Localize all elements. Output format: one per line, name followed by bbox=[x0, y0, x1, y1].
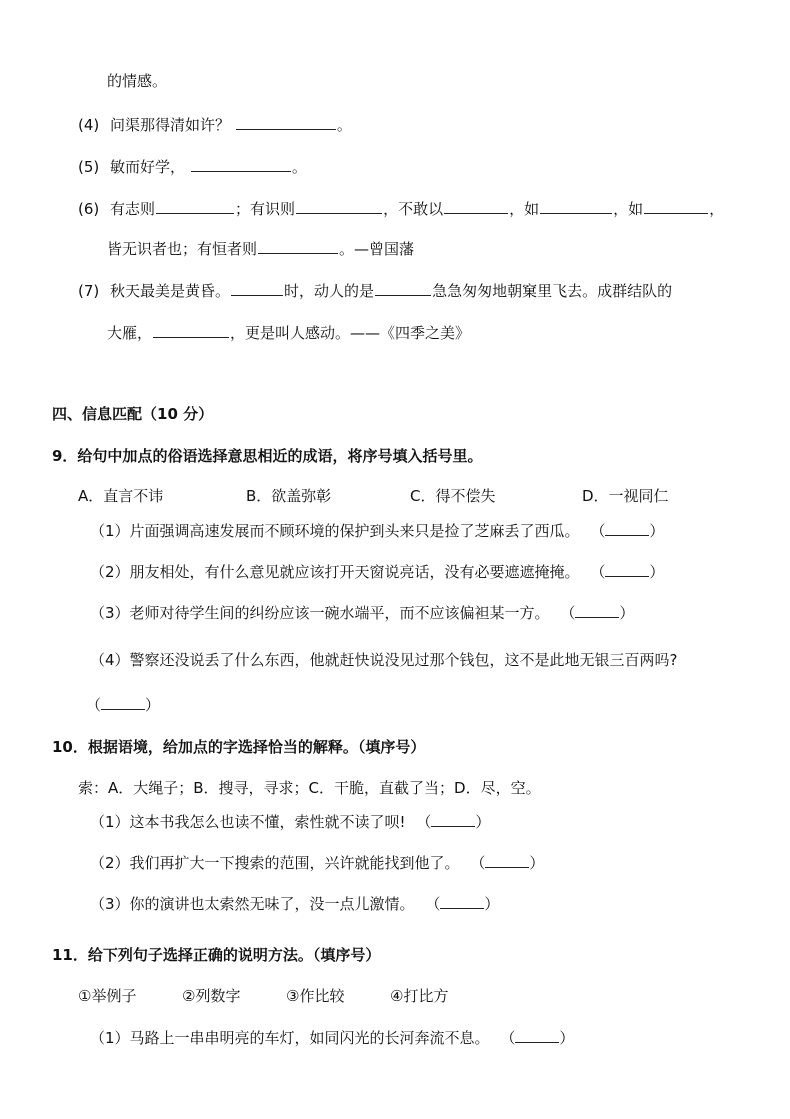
q8-item6 bbox=[78, 198, 724, 219]
q8-item7 bbox=[78, 280, 672, 301]
method-option-1: ①举例子 bbox=[78, 987, 137, 1005]
option-b: B．欲盖弥彰 bbox=[246, 487, 332, 505]
answer-blank[interactable] bbox=[605, 520, 649, 536]
item-text: 时，动人的是 bbox=[284, 282, 375, 300]
q9-item bbox=[90, 561, 664, 582]
question-9-title: 9．给句中加点的俗语选择意思相近的成语，将序号填入括号里。 bbox=[52, 447, 483, 465]
q8-item4 bbox=[78, 114, 352, 135]
paren-open: （ bbox=[470, 854, 486, 872]
answer-blank[interactable] bbox=[540, 198, 612, 214]
method-option-2: ②列数字 bbox=[182, 987, 241, 1005]
item-text: （2）我们再扩大一下搜索的范围，兴许就能找到他了。 bbox=[90, 854, 460, 872]
answer-blank[interactable] bbox=[444, 198, 508, 214]
paren-open: （ bbox=[560, 604, 576, 622]
method-option-4: ④打比方 bbox=[390, 987, 449, 1005]
paren-close: ） bbox=[559, 1029, 575, 1047]
item-text: （1）片面强调高速发展而不顾环境的保护到头来只是捡了芝麻丢了西瓜。 bbox=[90, 522, 580, 540]
q10-item bbox=[90, 811, 490, 832]
answer-blank[interactable] bbox=[485, 852, 529, 868]
option-d: D．一视同仁 bbox=[582, 487, 669, 505]
answer-blank[interactable] bbox=[375, 280, 431, 296]
item-text: （4）警察还没说丢了什么东西，他就赶快说没见过那个钱包，这不是此地无银三百两吗? bbox=[90, 651, 678, 669]
answer-blank[interactable] bbox=[515, 1027, 559, 1043]
q9-item4-answer bbox=[86, 694, 160, 715]
q9-item bbox=[90, 650, 678, 670]
answer-paren[interactable] bbox=[500, 1027, 574, 1048]
q8-item7-line2 bbox=[107, 322, 470, 343]
answer-paren[interactable] bbox=[590, 561, 664, 582]
item-end: 。 bbox=[336, 116, 352, 134]
item-text: ， bbox=[709, 200, 725, 218]
item-text: （3）老师对待学生间的纠纷应该一碗水端平，而不应该偏袒某一方。 bbox=[90, 604, 550, 622]
paren-open: （ bbox=[86, 696, 102, 714]
item-text: ，更是叫人感动。——《四季之美》 bbox=[230, 324, 471, 342]
answer-blank[interactable] bbox=[156, 198, 234, 214]
q10-item bbox=[90, 852, 544, 873]
item-text: ；有识则 bbox=[235, 200, 296, 218]
paren-open: （ bbox=[500, 1029, 516, 1047]
answer-blank[interactable] bbox=[231, 280, 283, 296]
paren-close: ） bbox=[649, 563, 665, 581]
question-10-title: 10．根据语境，给加点的字选择恰当的解释。（填序号） bbox=[52, 738, 426, 756]
answer-paren[interactable] bbox=[86, 694, 160, 715]
item-text: （3）你的演讲也太索然无味了，没一点儿激情。 bbox=[90, 895, 415, 913]
answer-blank[interactable] bbox=[431, 811, 475, 827]
item-number: (4) bbox=[78, 116, 100, 134]
answer-paren[interactable] bbox=[416, 811, 490, 832]
paren-close: ） bbox=[145, 696, 161, 714]
item-text: 问渠那得清如许？ bbox=[110, 116, 231, 134]
paren-open: （ bbox=[590, 522, 606, 540]
item-number: (7) bbox=[78, 282, 100, 300]
q8-item6-line2 bbox=[107, 238, 414, 259]
option-a: A．直言不讳 bbox=[78, 487, 164, 505]
answer-paren[interactable] bbox=[590, 520, 664, 541]
answer-blank[interactable] bbox=[236, 114, 336, 130]
item-text: ，如 bbox=[613, 200, 644, 218]
answer-paren[interactable] bbox=[560, 602, 634, 623]
q8-item3-tail: 的情感。 bbox=[107, 72, 168, 90]
paren-close: ） bbox=[619, 604, 635, 622]
answer-paren[interactable] bbox=[470, 852, 544, 873]
paren-open: （ bbox=[425, 895, 441, 913]
answer-blank[interactable] bbox=[296, 198, 382, 214]
item-text: ，不敢以 bbox=[383, 200, 444, 218]
q10-definitions: 索：A．大绳子；B．搜寻，寻求；C．干脆，直截了当；D．尽，空。 bbox=[78, 779, 541, 797]
answer-blank[interactable] bbox=[191, 156, 291, 172]
item-text: （2）朋友相处，有什么意见就应该打开天窗说亮话，没有必要遮遮掩掩。 bbox=[90, 563, 580, 581]
answer-blank[interactable] bbox=[153, 322, 229, 338]
item-text: 急急匆匆地朝窠里飞去。成群结队的 bbox=[432, 282, 673, 300]
item-text: 。—曾国藩 bbox=[339, 240, 415, 258]
paren-open: （ bbox=[590, 563, 606, 581]
item-number: (5) bbox=[78, 158, 100, 176]
answer-blank[interactable] bbox=[644, 198, 708, 214]
answer-paren[interactable] bbox=[425, 893, 499, 914]
answer-blank[interactable] bbox=[101, 694, 145, 710]
question-11-title: 11．给下列句子选择正确的说明方法。（填序号） bbox=[52, 946, 381, 964]
q10-item bbox=[90, 893, 499, 914]
answer-blank[interactable] bbox=[258, 238, 338, 254]
q9-item bbox=[90, 602, 634, 623]
item-text: ，如 bbox=[509, 200, 540, 218]
answer-blank[interactable] bbox=[440, 893, 484, 909]
item-text: （1）马路上一串串明亮的车灯，如同闪光的长河奔流不息。 bbox=[90, 1029, 490, 1047]
item-end: 。 bbox=[291, 158, 307, 176]
answer-blank[interactable] bbox=[575, 602, 619, 618]
answer-blank[interactable] bbox=[605, 561, 649, 577]
paren-close: ） bbox=[649, 522, 665, 540]
item-number: (6) bbox=[78, 200, 100, 218]
item-text: 敏而好学， bbox=[110, 158, 186, 176]
paren-open: （ bbox=[416, 813, 432, 831]
item-text: （1）这本书我怎么也读不懂，索性就不读了呗! bbox=[90, 813, 406, 831]
item-text: 大雁， bbox=[107, 324, 153, 342]
option-c: C．得不偿失 bbox=[410, 487, 496, 505]
item-text: 有志则 bbox=[110, 200, 156, 218]
q8-item5 bbox=[78, 156, 307, 177]
section-title: 四、信息匹配（10 分） bbox=[52, 405, 214, 423]
paren-close: ） bbox=[484, 895, 500, 913]
method-option-3: ③作比较 bbox=[286, 987, 345, 1005]
q9-item bbox=[90, 520, 664, 541]
paren-close: ） bbox=[529, 854, 545, 872]
item-text: 秋天最美是黄昏。 bbox=[110, 282, 231, 300]
item-text: 皆无识者也；有恒者则 bbox=[107, 240, 258, 258]
paren-close: ） bbox=[475, 813, 491, 831]
q11-item bbox=[90, 1027, 574, 1048]
